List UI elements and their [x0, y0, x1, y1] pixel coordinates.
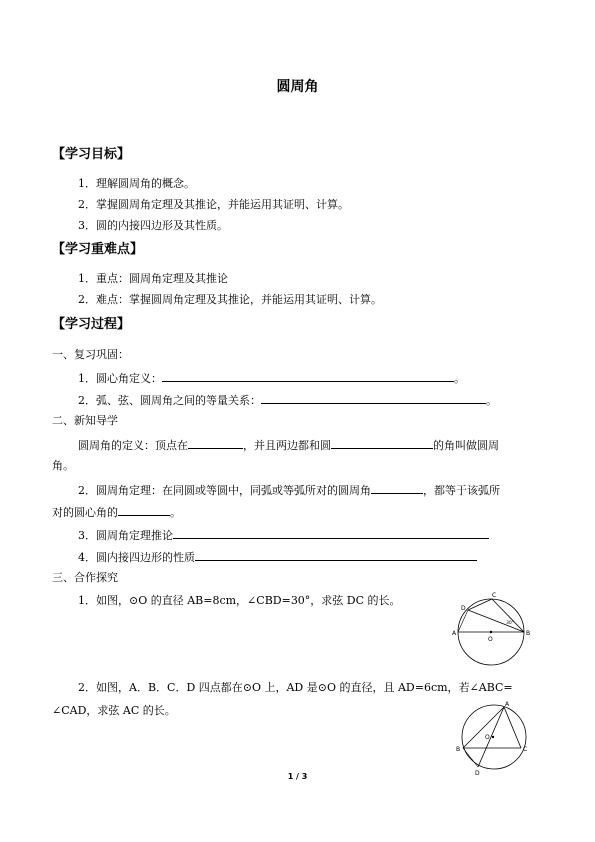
review-q2-blank[interactable]: [261, 392, 486, 404]
key-item-2: 2．难点：掌握圆周角定理及其推论，并能运用其证明、计算。: [78, 293, 382, 306]
quad-line: [78, 549, 477, 565]
fig2-label-c: C: [523, 746, 528, 753]
theorem-text-a: 2．圆周角定理：在同圆或等圆中，同弧或等弧所对的圆周角: [78, 484, 371, 497]
fig1-label-c: C: [492, 592, 497, 599]
part2-title: 二、新知导学: [52, 414, 118, 427]
corollary-line: [78, 527, 489, 543]
problem-1: 1．如图，⊙O 的直径 AB=8cm，∠CBD=30°，求弦 DC 的长。: [78, 594, 401, 607]
theorem-text-b: ，都等于该弧所: [423, 484, 500, 497]
part3-title: 三、合作探究: [52, 571, 118, 584]
key-item-1: 1．重点：圆周角定理及其推论: [78, 272, 228, 285]
fig2-label-d: D: [475, 770, 480, 777]
definition-blank-2[interactable]: [331, 437, 433, 449]
fig1-label-o: O: [488, 636, 493, 643]
theorem-text-d: 。: [170, 506, 181, 519]
fig2-label-o: O: [485, 734, 490, 741]
goal-item-2: 2．掌握圆周角定理及其推论，并能运用其证明、计算。: [78, 198, 349, 211]
goal-item-3: 3．圆的内接四边形及其性质。: [78, 219, 228, 232]
goals-heading: 【学习目标】: [52, 147, 131, 162]
theorem-line: [78, 482, 500, 498]
part1-title: 一、复习巩固：: [52, 348, 129, 361]
definition-line-2: 角。: [52, 459, 74, 472]
fig1-label-a: A: [452, 630, 457, 637]
process-heading: 【学习过程】: [52, 317, 131, 332]
fig1-label-b: B: [526, 630, 531, 637]
quad-text: 4．圆内接四边形的性质: [78, 551, 195, 564]
quad-blank[interactable]: [195, 549, 477, 561]
review-q1: [78, 370, 465, 386]
definition-text-b: ，并且两边都和圆: [243, 439, 331, 452]
figure-2-circle-diagram: [452, 699, 542, 777]
review-q2: [78, 392, 497, 408]
theorem-blank-2[interactable]: [118, 504, 170, 516]
review-q2-prefix: 2．弧、弦、圆周角之间的等量关系：: [78, 394, 261, 407]
theorem-line-2: [52, 504, 181, 520]
review-q1-prefix: 1．圆心角定义：: [78, 372, 162, 385]
problem-2-line-1: 2．如图，A．B．C．D 四点都在⊙O 上，AD 是⊙O 的直径，且 AD=6cm，若∠ABC=: [78, 681, 513, 694]
goal-item-1: 1．理解圆周角的概念。: [78, 177, 195, 190]
definition-text-a: 圆周角的定义：顶点在: [78, 439, 188, 452]
corollary-text: 3．圆周角定理推论: [78, 529, 173, 542]
theorem-text-c: 对的圆心角的: [52, 506, 118, 519]
definition-text-c: 的角叫做圆周: [433, 439, 499, 452]
fig1-angle-label: 30°: [506, 621, 514, 626]
page-number: 1 / 3: [287, 772, 308, 781]
key-heading: 【学习重难点】: [52, 242, 144, 257]
fig1-label-d: D: [461, 605, 466, 612]
corollary-blank[interactable]: [173, 527, 489, 539]
review-q2-suffix: 。: [486, 394, 497, 407]
figure-1-circle-diagram: [450, 592, 540, 672]
review-q1-suffix: 。: [454, 372, 465, 385]
definition-line: [78, 437, 499, 453]
page-title: 圆周角: [276, 79, 319, 95]
fig2-label-b: B: [456, 746, 461, 753]
definition-blank-1[interactable]: [188, 437, 243, 449]
theorem-blank-1[interactable]: [371, 482, 423, 494]
fig2-label-a: A: [505, 701, 510, 708]
problem-2-line-2: ∠CAD，求弦 AC 的长。: [52, 704, 176, 717]
review-q1-blank[interactable]: [162, 370, 454, 382]
